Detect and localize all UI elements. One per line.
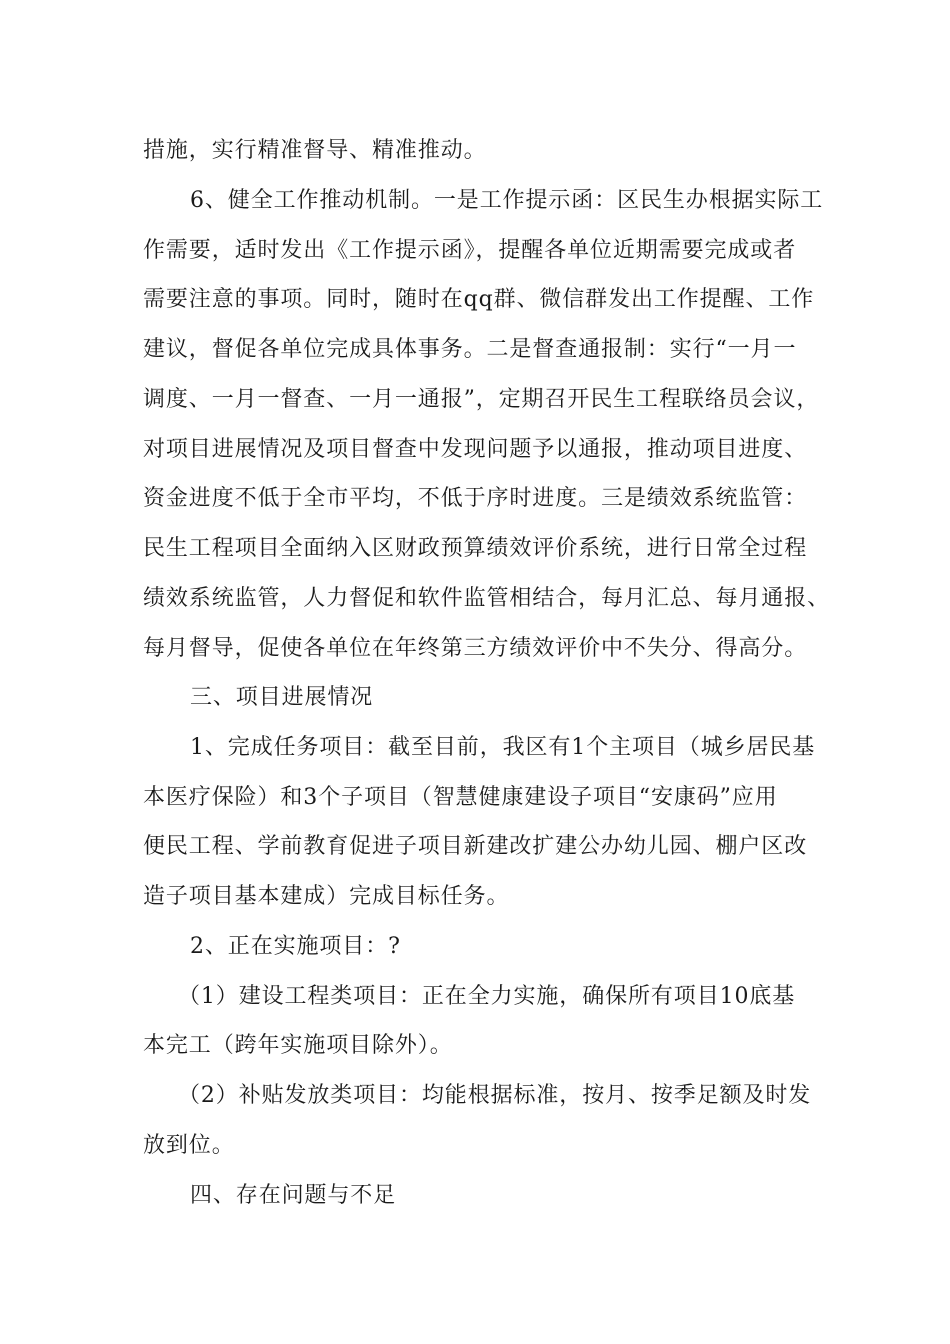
text-line: 1、完成任务项目：截至目前，我区有1个主项目（城乡居民基: [190, 735, 816, 760]
text-line: 对项目进展情况及项目督查中发现问题予以通报，推动项目进度、: [143, 437, 808, 462]
text-line: 6、健全工作推动机制。一是工作提示函：区民生办根据实际工: [190, 188, 824, 213]
text-line: 建议，督促各单位完成具体事务。二是督查通报制：实行“一月一: [143, 337, 797, 362]
text-line: 造子项目基本建成）完成目标任务。: [143, 884, 510, 909]
text-line: 调度、一月一督查、一月一通报”，定期召开民生工程联络员会议，: [143, 387, 820, 412]
text-line: 放到位。: [143, 1133, 235, 1158]
text-line: 需要注意的事项。同时，随时在qq群、微信群发出工作提醒、工作: [143, 287, 815, 312]
text-line: 本完工（跨年实施项目除外）。: [143, 1033, 453, 1058]
text-line: 本医疗保险）和3个子项目（智慧健康建设子项目“安康码”应用: [143, 785, 778, 810]
section-heading: 四、存在问题与不足: [190, 1183, 397, 1208]
text-line: 每月督导，促使各单位在年终第三方绩效评价中不失分、得高分。: [143, 636, 808, 661]
text-line: 绩效系统监管，人力督促和软件监管相结合，每月汇总、每月通报、: [143, 586, 831, 611]
section-heading: 三、项目进展情况: [190, 685, 374, 710]
text-line: 便民工程、学前教育促进子项目新建改扩建公办幼儿园、棚户区改: [143, 834, 808, 859]
text-line: 2、正在实施项目：?: [190, 934, 401, 959]
text-line: （1）建设工程类项目：正在全力实施，确保所有项目10底基: [178, 984, 796, 1009]
text-line: 措施，实行精准督导、精准推动。: [143, 138, 487, 163]
text-line: 资金进度不低于全市平均，不低于序时进度。三是绩效系统监管：: [143, 486, 808, 511]
text-line: （2）补贴发放类项目：均能根据标准，按月、按季足额及时发: [178, 1083, 812, 1108]
text-line: 民生工程项目全面纳入区财政预算绩效评价系统，进行日常全过程: [143, 536, 808, 561]
text-line: 作需要，适时发出《工作提示函》，提醒各单位近期需要完成或者: [143, 238, 797, 263]
